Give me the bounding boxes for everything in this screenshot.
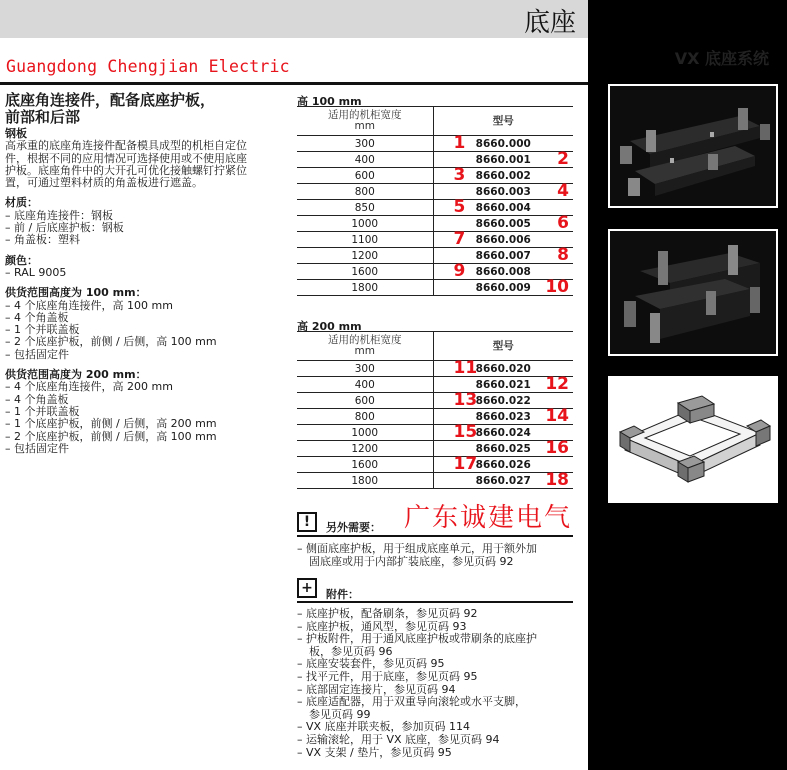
- table100-title: 高 100 mm: [297, 95, 362, 108]
- table-row: [297, 216, 573, 232]
- accessory-item: – VX 底座并联夹板，参加页码 114: [297, 720, 471, 734]
- cabinet-width-cell: 1200: [297, 248, 433, 264]
- page-category-title: 底座: [523, 8, 576, 38]
- material-list: [5, 210, 290, 247]
- model-number-cell: 8660.027 18: [433, 473, 573, 489]
- handwritten-index-mark: 9: [453, 261, 466, 281]
- brand-watermark-text: Guangdong Chengjian Electric: [6, 57, 290, 76]
- supply100-title: 供货范围高度为 100 mm：: [5, 286, 147, 300]
- description-line: 件，根据不同的应用情况可选择使用或不使用底座: [5, 151, 247, 165]
- table-row: [297, 184, 573, 200]
- col-model-header: 型号: [433, 107, 573, 136]
- handwritten-index-mark: 11: [453, 358, 478, 378]
- table-row: [297, 473, 573, 489]
- accessory-item: 参见页码 99: [309, 707, 371, 721]
- supply-item: – 4 个角盖板: [5, 310, 69, 324]
- handwritten-index-mark: 18: [545, 470, 569, 490]
- table-row: [297, 425, 573, 441]
- accessory-item: – 底座安装套件，参见页码 95: [297, 657, 445, 671]
- handwritten-index-mark: 8: [557, 245, 569, 265]
- section-subtitle: VX 底座系统: [674, 49, 769, 68]
- accessory-item: 板，参见页码 96: [309, 644, 393, 658]
- model-number-cell: 8660.000 1: [433, 136, 573, 152]
- model-number-cell: 8660.023 14: [433, 409, 573, 425]
- supply-item: – 4 个底座角连接件，高 100 mm: [5, 298, 173, 312]
- accessory-item: – VX 支架 / 垫片，参见页码 95: [297, 745, 452, 759]
- handwritten-index-mark: 5: [453, 197, 466, 217]
- cabinet-width-cell: 600: [297, 393, 433, 409]
- cabinet-width-cell: 400: [297, 152, 433, 168]
- header-rule: [0, 82, 588, 85]
- accessory-item: – 护板附件，用于通风底座护板或带刷条的底座护: [297, 632, 537, 646]
- company-watermark: 广东诚建电气: [404, 503, 573, 533]
- cabinet-width-cell: 400: [297, 377, 433, 393]
- accessories-list: [297, 608, 577, 759]
- cabinet-width-cell: 1800: [297, 473, 433, 489]
- supply200-list: [5, 381, 290, 455]
- cabinet-width-cell: 800: [297, 184, 433, 200]
- plinth-line-drawing: [608, 376, 778, 503]
- supply-item: – 2 个底座护板，前侧 / 后侧，高 100 mm: [5, 335, 217, 349]
- product-subheading: 钢板: [5, 127, 27, 140]
- extra-required-title: 另外需要：: [326, 521, 381, 534]
- accessory-item: – 运输滚轮，用于 VX 底座，参见页码 94: [297, 732, 500, 746]
- extra-line: 固底座或用于内部扩装底座，参见页码 92: [309, 554, 514, 568]
- handwritten-index-mark: 13: [453, 390, 478, 410]
- model-number-cell: 8660.024 15: [433, 425, 573, 441]
- accessory-item: – 找平元件，用于底座，参见页码 95: [297, 669, 478, 683]
- model-number-cell: 8660.020 11: [433, 361, 573, 377]
- accessory-item: – 底部固定连接片，参见页码 94: [297, 682, 456, 696]
- cabinet-width-cell: 1100: [297, 232, 433, 248]
- supply200-title: 供货范围高度为 200 mm：: [5, 368, 147, 382]
- table-row: [297, 136, 573, 152]
- cabinet-width-cell: 300: [297, 136, 433, 152]
- handwritten-index-mark: 14: [545, 406, 569, 426]
- material-item: – 角盖板：塑料: [5, 233, 80, 247]
- description-text: [5, 140, 290, 189]
- material-item: – 前 / 后底座护板：钢板: [5, 221, 124, 235]
- warning-icon: !: [297, 512, 317, 532]
- model-number-cell: 8660.004 5: [433, 200, 573, 216]
- model-number-cell: 8660.002 3: [433, 168, 573, 184]
- material-item: – 底座角连接件：钢板: [5, 208, 113, 222]
- col-width-header: 适用的机柜宽度 mm: [297, 107, 433, 136]
- material-title: 材质：: [5, 196, 38, 210]
- extra-line: – 侧面底座护板，用于组成底座单元，用于额外加: [297, 542, 537, 555]
- model-number-cell: 8660.001 2: [433, 152, 573, 168]
- model-number-cell: 8660.008 9: [433, 264, 573, 280]
- table-row: [297, 152, 573, 168]
- model-number-cell: 8660.021 12: [433, 377, 573, 393]
- table-row: [297, 200, 573, 216]
- table-row: [297, 232, 573, 248]
- plinth-100-photo: [608, 84, 778, 208]
- supply-item: – 4 个底座角连接件，高 200 mm: [5, 380, 173, 394]
- plinth-200-photo: [608, 229, 778, 356]
- top-bar: [0, 0, 588, 38]
- color-item: – RAL 9005: [5, 265, 67, 279]
- col-model-header: 型号: [433, 332, 573, 361]
- table-row: [297, 457, 573, 473]
- table-height-200: [297, 331, 573, 489]
- model-number-cell: 8660.003 4: [433, 184, 573, 200]
- accessories-title: 附件：: [326, 588, 359, 601]
- product-heading: 底座角连接件，配备底座护板， 前部和后部: [5, 91, 216, 126]
- cabinet-width-cell: 1000: [297, 425, 433, 441]
- handwritten-index-mark: 1: [453, 133, 466, 153]
- accessory-item: – 底座护板，通风型，参见页码 93: [297, 619, 467, 633]
- handwritten-index-mark: 2: [557, 149, 569, 169]
- supply-item: – 2 个底座护板，前侧 / 后侧，高 100 mm: [5, 429, 217, 443]
- product-description: [5, 92, 290, 455]
- table-row: [297, 264, 573, 280]
- supply-item: – 1 个并联盖板: [5, 323, 80, 337]
- table-row: [297, 280, 573, 296]
- supply-item: – 包括固定件: [5, 441, 69, 455]
- color-list: [5, 267, 290, 279]
- handwritten-index-mark: 6: [557, 213, 569, 233]
- handwritten-index-mark: 3: [453, 165, 466, 185]
- cabinet-width-cell: 1800: [297, 280, 433, 296]
- description-line: 护板。底座角件中的大开孔可优化接触螺钉拧紧位: [5, 163, 247, 177]
- model-number-cell: 8660.007 8: [433, 248, 573, 264]
- cabinet-width-cell: 1600: [297, 457, 433, 473]
- model-number-cell: 8660.006 7: [433, 232, 573, 248]
- accessory-item: – 底座护板，配备刷条，参见页码 92: [297, 607, 478, 620]
- cabinet-width-cell: 1000: [297, 216, 433, 232]
- table-row: [297, 168, 573, 184]
- accessories-rule: [297, 601, 573, 603]
- supply-item: – 4 个角盖板: [5, 392, 69, 406]
- table-row: [297, 248, 573, 264]
- handwritten-index-mark: 16: [545, 438, 569, 458]
- supply-item: – 1 个底座护板，前侧 / 后侧，高 200 mm: [5, 417, 217, 431]
- model-number-cell: 8660.022 13: [433, 393, 573, 409]
- description-line: 高承重的底座角连接件配备模具成型的机柜自定位: [5, 139, 247, 153]
- model-number-cell: 8660.025 16: [433, 441, 573, 457]
- table-row: [297, 361, 573, 377]
- extra-required-text: [297, 543, 577, 568]
- cabinet-width-cell: 1600: [297, 264, 433, 280]
- cabinet-width-cell: 1200: [297, 441, 433, 457]
- accessory-item: – 底座适配器，用于双重导向滚轮或水平支脚，: [297, 695, 526, 709]
- table200-title: 高 200 mm: [297, 320, 362, 333]
- color-title: 颜色：: [5, 253, 38, 267]
- handwritten-index-mark: 17: [453, 454, 478, 474]
- description-line: 置，可通过塑料材质的角盖板进行遮盖。: [5, 176, 203, 190]
- cabinet-width-cell: 850: [297, 200, 433, 216]
- table-height-100: [297, 106, 573, 296]
- handwritten-index-mark: 10: [545, 277, 569, 297]
- cabinet-width-cell: 600: [297, 168, 433, 184]
- cabinet-width-cell: 800: [297, 409, 433, 425]
- table-row: [297, 441, 573, 457]
- model-number-cell: 8660.026 17: [433, 457, 573, 473]
- supply100-list: [5, 300, 290, 361]
- plus-icon: +: [297, 578, 317, 598]
- handwritten-index-mark: 4: [557, 181, 569, 201]
- extra-rule: [297, 535, 573, 537]
- model-number-cell: 8660.005 6: [433, 216, 573, 232]
- handwritten-index-mark: 7: [453, 229, 466, 249]
- table-row: [297, 377, 573, 393]
- col-width-header: 适用的机柜宽度 mm: [297, 332, 433, 361]
- model-number-cell: 8660.009 10: [433, 280, 573, 296]
- cabinet-width-cell: 300: [297, 361, 433, 377]
- handwritten-index-mark: 15: [453, 422, 478, 442]
- handwritten-index-mark: 12: [545, 374, 569, 394]
- table-row: [297, 409, 573, 425]
- supply-item: – 包括固定件: [5, 347, 69, 361]
- table-row: [297, 393, 573, 409]
- supply-item: – 1 个并联盖板: [5, 404, 80, 418]
